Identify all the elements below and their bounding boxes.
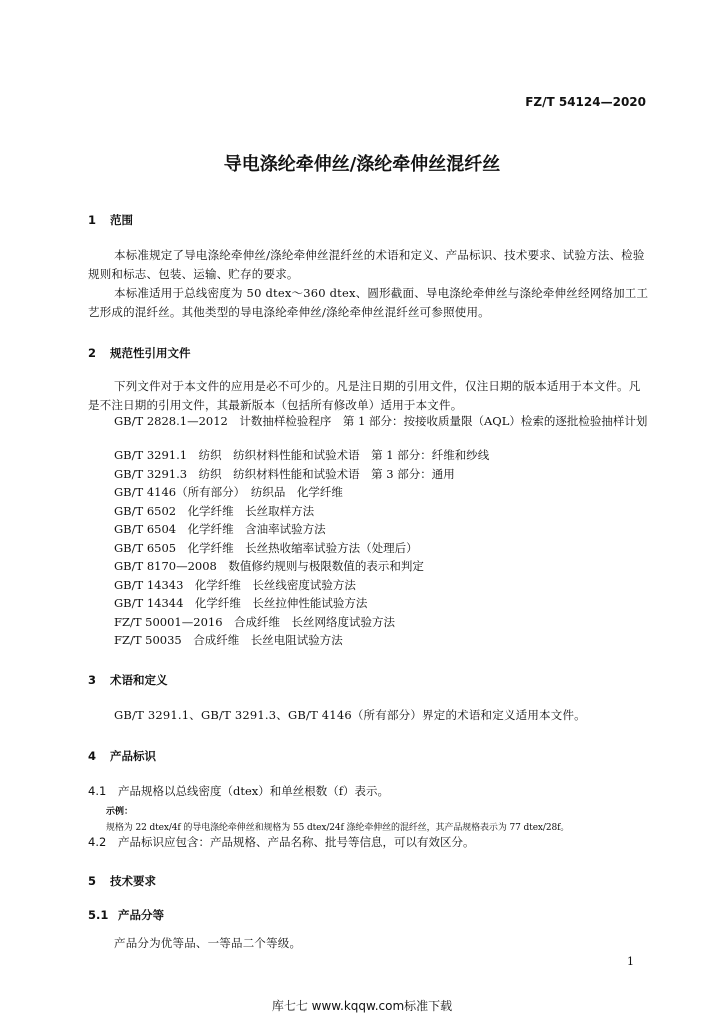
footer-watermark: 库七七 www.kqqw.com标准下载 <box>271 999 453 1013</box>
section-number: 3 <box>88 673 97 687</box>
section-title: 规范性引用文件 <box>110 346 191 360</box>
section-5-heading <box>88 873 156 889</box>
reference-item: GB/T 6502 化学纤维 长丝取样方法 <box>114 503 315 518</box>
section-3-heading <box>88 672 168 688</box>
clause-text: 产品规格以总线密度（dtex）和单丝根数（f）表示。 <box>118 784 390 798</box>
standard-code: FZ/T 54124—2020 <box>525 95 646 109</box>
section-3-paragraph-1: GB/T 3291.1、GB/T 3291.3、GB/T 4146（所有部分）界定的术语和定义适用本文件。 <box>114 708 586 722</box>
reference-item: GB/T 3291.3 纺织 纺织材料性能和试验术语 第 3 部分：通用 <box>114 466 455 481</box>
section-title: 技术要求 <box>110 874 156 888</box>
reference-item: GB/T 6505 化学纤维 长丝热收缩率试验方法（处理后） <box>114 540 418 555</box>
page-number: 1 <box>627 955 634 968</box>
reference-item: GB/T 14344 化学纤维 长丝拉伸性能试验方法 <box>114 596 368 610</box>
section-number: 2 <box>88 346 97 360</box>
clause-text: 产品标识应包含：产品规格、产品名称、批号等信息，可以有效区分。 <box>118 835 475 849</box>
clause-4-2 <box>88 834 475 850</box>
section-title: 术语和定义 <box>110 673 168 687</box>
clause-title: 产品分等 <box>118 908 164 922</box>
clause-5-1-heading <box>88 907 164 923</box>
section-1-heading <box>88 212 133 228</box>
section-title: 范围 <box>110 213 133 227</box>
clause-number: 5.1 <box>88 908 109 922</box>
reference-item: FZ/T 50001—2016 合成纤维 长丝网络度试验方法 <box>114 614 396 629</box>
reference-item: GB/T 4146（所有部分） 纺织品 化学纤维 <box>114 485 343 499</box>
reference-first: GB/T 2828.1—2012 计数抽样检验程序 第 1 部分：按接收质量限（AQL）检索的逐批检验抽样计划 <box>114 414 648 428</box>
section-number: 5 <box>88 874 97 888</box>
example-text: 规格为 22 dtex/4f 的导电涤纶牵伸丝和规格为 55 dtex/24f 涤纶牵伸丝的混纤丝，其产品规格表示为 77 dtex/28f。 <box>106 823 570 833</box>
reference-item: GB/T 14343 化学纤维 长丝线密度试验方法 <box>114 577 356 592</box>
section-2-paragraph-1: 下列文件对于本文件的应用是必不可少的。凡是注日期的引用文件，仅注日期的版本适用于本文件。凡是不注日期的引用文件，其最新版本（包括所有修改单）适用于本文件。 <box>88 379 641 412</box>
section-number: 4 <box>88 749 97 763</box>
reference-item: FZ/T 50035 合成纤维 长丝电阻试验方法 <box>114 633 343 647</box>
reference-item: GB/T 6504 化学纤维 含油率试验方法 <box>114 522 326 536</box>
section-number: 1 <box>88 213 97 227</box>
document-title: 导电涤纶牵伸丝/涤纶牵伸丝混纤丝 <box>223 154 501 175</box>
section-4-heading <box>88 748 156 764</box>
clause-number: 4.1 <box>88 784 107 798</box>
reference-item: GB/T 3291.1 纺织 纺织材料性能和试验术语 第 1 部分：纤维和纱线 <box>114 448 490 462</box>
section-title: 产品标识 <box>110 749 156 763</box>
clause-number: 4.2 <box>88 835 107 849</box>
section-1-paragraph-1: 本标准规定了导电涤纶牵伸丝/涤纶牵伸丝混纤丝的术语和定义、产品标识、技术要求、试验方法、检验规则和标志、包装、运输、贮存的要求。 <box>88 248 645 281</box>
reference-list <box>114 446 489 650</box>
clause-4-1 <box>88 783 389 799</box>
section-2-heading <box>88 345 191 361</box>
example-label: 示例： <box>106 807 134 817</box>
clause-5-1-paragraph: 产品分为优等品、一等品二个等级。 <box>114 936 302 950</box>
section-1-paragraph-2: 本标准适用于总线密度为 50 dtex～360 dtex、圆形截面、导电涤纶牵伸丝与涤纶牵伸丝经网络加工工艺形成的混纤丝。其他类型的导电涤纶牵伸丝/涤纶牵伸丝混纤丝可参照使用。 <box>88 286 649 319</box>
reference-item: GB/T 8170—2008 数值修约规则与极限数值的表示和判定 <box>114 559 424 573</box>
